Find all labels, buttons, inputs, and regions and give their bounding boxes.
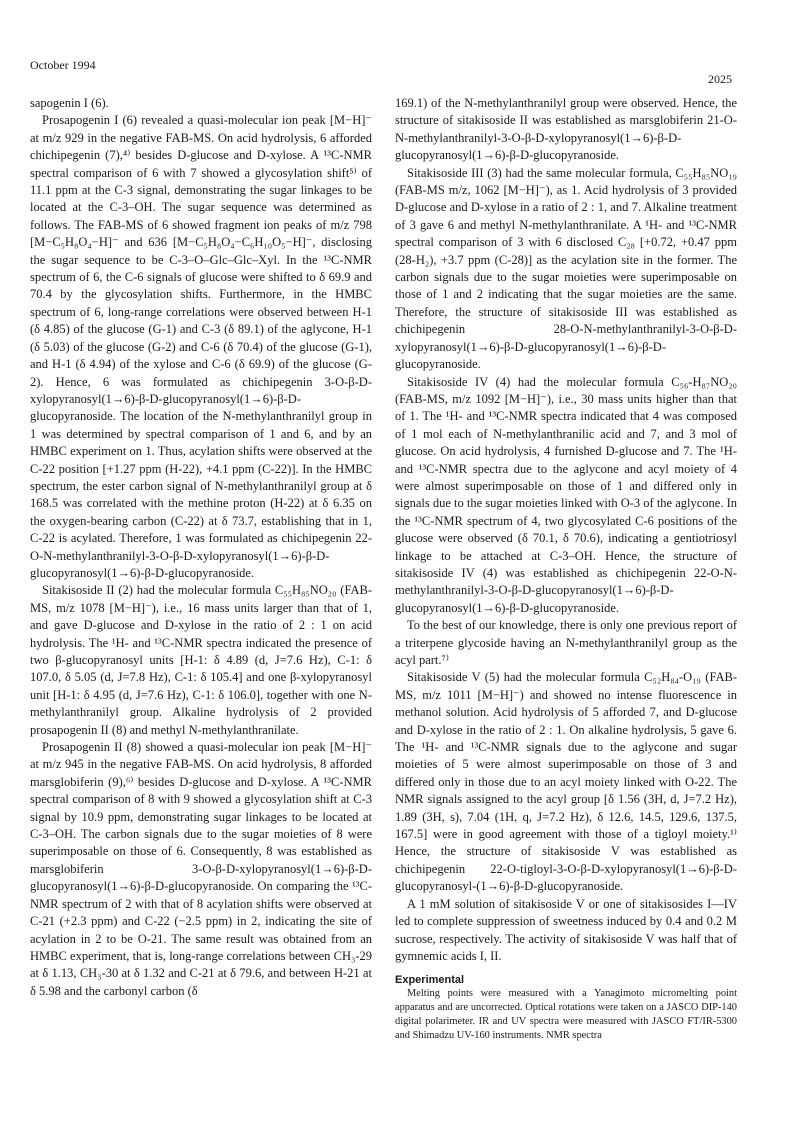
- page-number: 2025: [708, 72, 732, 86]
- paragraph: sapogenin I (6).: [30, 96, 109, 110]
- paragraph: 169.1) of the N-methylanthranilyl group were observed. Hence, the structure of sitakisoside II was established as marsglobiferin 21-O-N-methylanthranilyl-3-O-β-D-xylopyranosyl(1→6)-β-D-glucopyranosyl(1→6)-β-D-glucopyranoside.: [395, 96, 737, 163]
- right-column: [395, 95, 737, 1043]
- paragraph: Sitakisoside III (3) had the same molecular formula, C₅₅H₈₅NO₁₉ (FAB-MS m/z, 1062 [M−H]⁻), as 1. Acid hydrolysis of 3 provided D-glucose and D-xylose in a ratio of 2 : 1, and 7. Alkaline treatment of 3 gave 6 and methyl N-methylanthranilate. A ¹H- and ¹³C-NMR spectral comparison of 3 with 6 disclosed C₂₈ [+0.72, +0.47 ppm (28-H₂), +3.7 ppm (C-28)] as the acylation site in the former. The carbon signals due to the sugar moieties were superimposable on those of 1 and 2 indicating that the sugar moieties are the same. Therefore, the structure of sitakisoside III was established as chichipegenin 28-O-N-methylanthranilyl-3-O-β-D-xylopyranosyl(1→6)-β-D-glucopyranosyl(1→6)-β-D-glucopyranoside.: [395, 165, 737, 372]
- paragraph: Prosapogenin II (8) showed a quasi-molecular ion peak [M−H]⁻ at m/z 945 in the negative FAB-MS. On acid hydrolysis, 8 afforded marsglobiferin (9),⁶⁾ besides D-glucose and D-xylose. A ¹³C-NMR spectral comparison of 8 with 9 showed a glycosylation shift at C-3 signal by 10.9 ppm, demonstrating sugar linkages to be located at C-3–OH. The carbon signals due to the sugar moieties of 8 were superimposable on those of 6. Consequently, 8 was established as marsglobiferin 3-O-β-D-xylopyranosyl(1→6)-β-D-glucopyranosyl(1→6)-β-D-glucopyranoside. On comparing the ¹³C-NMR spectrum of 2 with that of 8 acylation shifts were observed at C-21 (+2.3 ppm) and C-22 (−2.5 ppm) in 2, indicating the site of acylation in 2 to be O-21. The same result was obtained from an HMBC experiment, that is, long-range correlations between CH₃-29 at δ 1.13, CH₃-30 at δ 1.32 and C-21 at δ 79.6, and between H-21 at δ 5.98 and the carbonyl carbon (δ: [30, 740, 372, 998]
- left-column: [30, 95, 372, 1000]
- paragraph: A 1 mM solution of sitakisoside V or one of sitakisosides I—IV led to complete suppression of sweetness induced by 0.4 and 0.2 M sucrose, respectively. The activity of sitakisoside V was half that of gymnemic acids I, II.: [395, 896, 737, 963]
- paragraph: To the best of our knowledge, there is only one previous report of a triterpene glycoside having an N-methylanthranilyl group as the acyl part.⁷⁾: [395, 618, 737, 667]
- experimental-body: Melting points were measured with a Yanagimoto micromelting point apparatus and are uncorrected. Optical rotations were taken on a JASCO DIP-140 digital polarimeter. IR and UV spectra were measured with JASCO FT/IR-5300 and Shimadzu UV-160 instruments. NMR spectra: [395, 988, 737, 1041]
- paragraph: Sitakisoside V (5) had the molecular formula C₅₂H₈₄-O₁₉ (FAB-MS, m/z 1011 [M−H]⁻) and showed no intense fluorescence in methanol solution. Acid hydrolysis of 5 afforded 7, and D-glucose and D-xylose in the ratio of 2 : 1. On alkaline hydrolysis, 5 gave 6. The ¹H- and ¹³C-NMR signals due to the aglycone and sugar moieties of 5 were almost superimposable on those of 3 and differed only in those due to an acyl moiety linked with O-22. The NMR signals assigned to the acyl group [δ 1.56 (3H, d, J=7.2 Hz), 1.89 (3H, s), 7.04 (1H, q, J=7.2 Hz), δ 12.6, 14.5, 129.6, 137.5, 167.5] were in good agreement with those of a tigloyl moiety.¹⁾ Hence, the structure of sitakisoside V was established as chichipegenin 22-O-tigloyl-3-O-β-D-xylopyranosyl(1→6)-β-D-glucopyranosyl-(1→6)-β-D-glucopyranoside.: [395, 670, 737, 894]
- experimental-heading: Experimental: [395, 974, 465, 987]
- running-header-date: October 1994: [30, 58, 96, 72]
- paragraph: Sitakisoside IV (4) had the molecular formula C₅₆-H₈₇NO₂₀ (FAB-MS, m/z 1092 [M−H]⁻), i.e., 30 mass units higher than that of 1. The ¹H- and ¹³C-NMR spectra indicated that 4 was composed of 1 mol each of N-methylanthranilic acid and 7, and 3 mol of glucose. On acid hydrolysis, 4 furnished D-glucose and 7. The ¹H- and ¹³C-NMR spectra due to the aglycone and acyl moiety of 4 were almost superimposable on those of 1 and differed only in signals due to the sugar moieties linked with O-3 of the aglycone. In the ¹³C-NMR spectrum of 4, two glycosylated C-6 positions of the glucose were observed (δ 70.1, δ 70.6), indicating a gentiotriosyl linkage to be attached at C-3–OH. Hence, the structure of sitakisoside IV (4) was established as chichipegenin 22-O-N-methylanthranilyl-3-O-β-D-glucopyranosyl(1→6)-β-D-glucopyranosyl(1→6)-β-D-glucopyranoside.: [395, 374, 737, 615]
- paragraph: Sitakisoside II (2) had the molecular formula C₅₅H₈₅NO₂₀ (FAB-MS, m/z 1078 [M−H]⁻), i.e., 16 mass units larger than that of 1, and gave D-glucose and D-xylose in the ratio of 2 : 1 on acid hydrolysis. The ¹H- and ¹³C-NMR spectra indicated the presence of two β-glucopyranosyl units [H-1: δ 4.89 (d, J=7.6 Hz), C-1: δ 107.0, δ 5.05 (d, J=7.8 Hz), C-1: δ 105.4] and one β-xylopyranosyl unit [H-1: δ 4.95 (d, J=7.6 Hz), C-1: δ 106.0], together with one N-methylanthranilyl group. Alkaline hydrolysis of 2 provided prosapogenin II (8) and methyl N-methylanthranilate.: [30, 583, 372, 737]
- paragraph: Prosapogenin I (6) revealed a quasi-molecular ion peak [M−H]⁻ at m/z 929 in the negative FAB-MS. On acid hydrolysis, 6 afforded chichipegenin (7),⁴⁾ besides D-glucose and D-xylose. A ¹³C-NMR spectral comparison of 6 with 7 showed a glycosylation shift⁵⁾ of 11.1 ppm at the C-3 signal, demonstrating the sugar linkages to be located at the C-3–OH. The sugar sequence was determined as follows. The FAB-MS of 6 showed fragment ion peaks of m/z 798 [M−C₅H₈O₄−H]⁻ and 636 [M−C₅H₈O₄−C₆H₁₀O₅−H]⁻, disclosing the sugar sequence to be C-3–O–Glc–Glc–Xyl. In the ¹³C-NMR spectrum of 6, the C-6 signals of glucose were shifted to δ 69.9 and 70.4 by the glycosylation shifts. Furthermore, in the HMBC spectrum of 6, long-range correlations were observed between H-1 (δ 4.85) of the glucose (G-1) and C-3 (δ 89.1) of the aglycone, H-1 (δ 5.03) of the glucose (G-2) and C-6 (δ 70.4) of the glucose (G-1), and H-1 (δ 4.94) of the xylose and C-6 (δ 69.9) of the glucose (G-2). Hence, 6 was formulated as chichipegenin 3-O-β-D-xylopyranosyl(1→6)-β-D-glucopyranosyl(1→6)-β-D-glucopyranoside. The location of the N-methylanthranilyl group in 1 was determined by spectral comparison of 1 and 6, and by an HMBC experiment on 1. Thus, acylation shifts were observed at the C-22 position [+1.27 ppm (H-22), +4.1 ppm (C-22)]. In the HMBC spectrum, the ester carbon signal of N-methylanthranilyl group at δ 168.5 was correlated with the methine proton (H-22) at δ 6.35 on the oxygen-bearing carbon (C-22) at δ 73.7, establishing that in 1, C-22 is acylated. Therefore, 1 was formulated as chichipegenin 22-O-N-methylanthranilyl-3-O-β-D-xylopyranosyl(1→6)-β-D-glucopyranosyl(1→6)-β-D-glucopyranoside.: [30, 113, 372, 580]
